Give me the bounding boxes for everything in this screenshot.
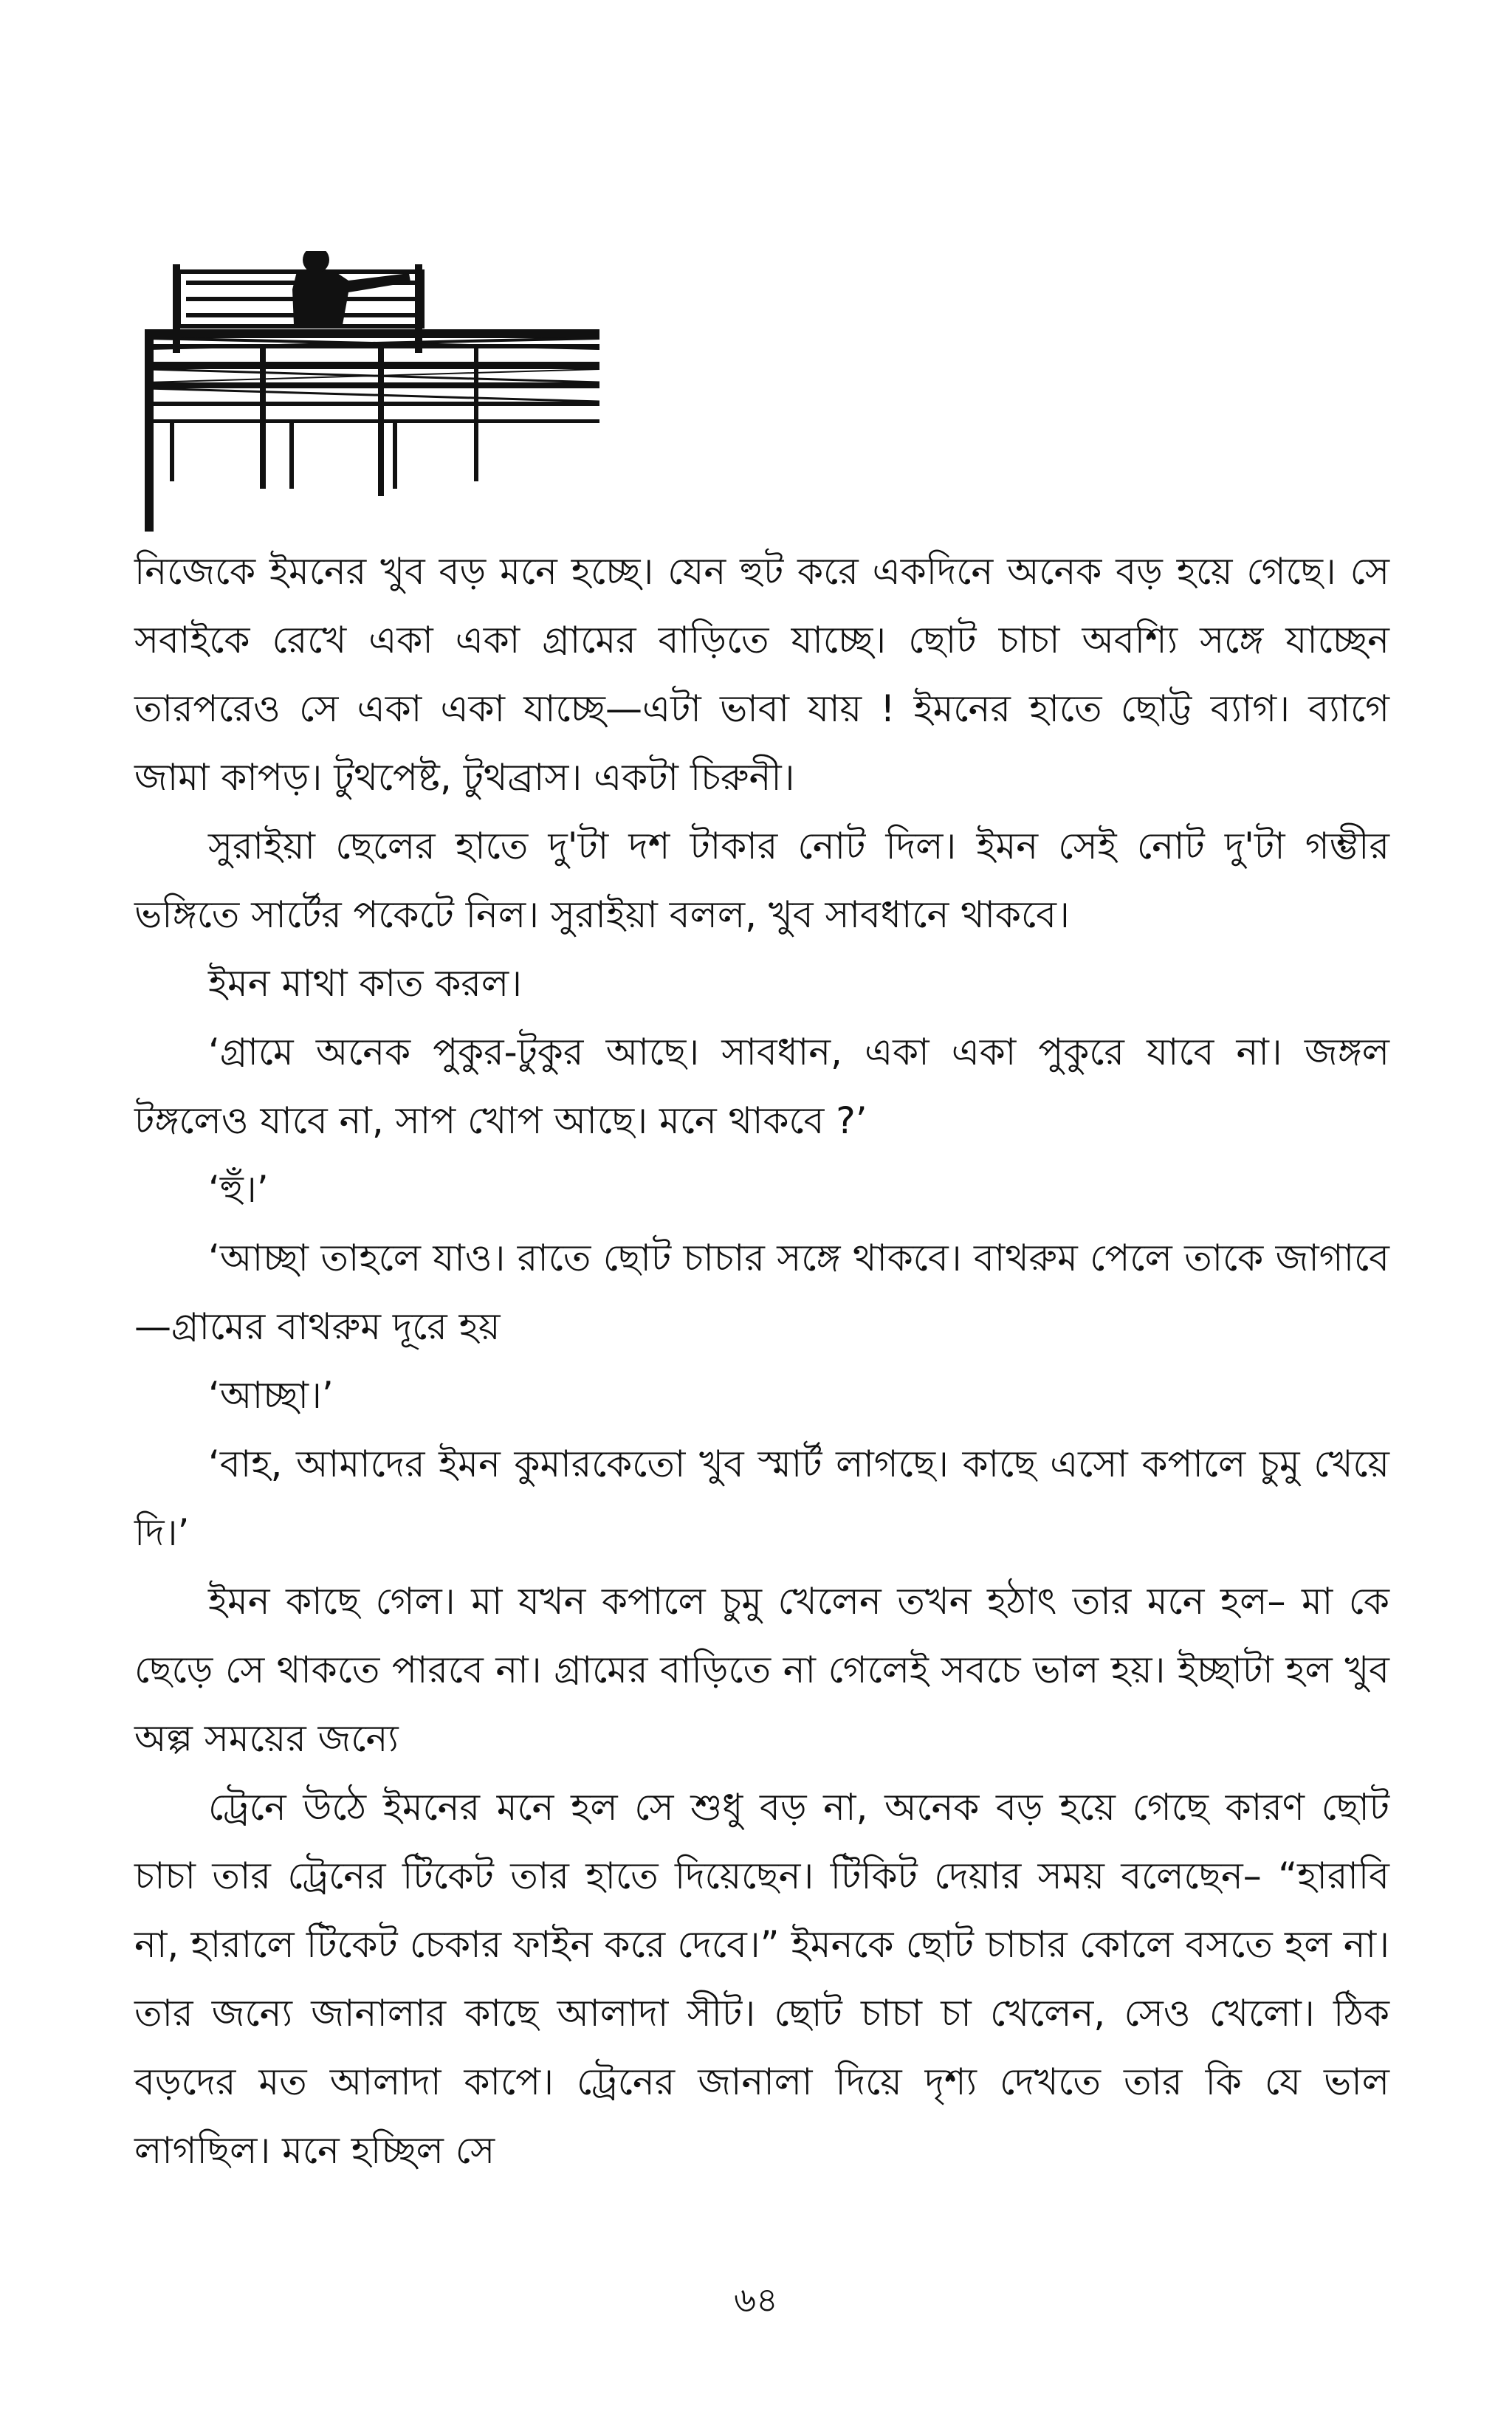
paragraph: ‘গ্রামে অনেক পুকুর-টুকুর আছে। সাবধান, একা একা পুকুরে যাবে না। জঙ্গল টঙ্গলেও যাবে না, সাপ খোপ আছে। মনে থাকবে ?’ (134, 1031, 1389, 1142)
paragraph: ট্রেনে উঠে ইমনের মনে হল সে শুধু বড় না, অনেক বড় হয়ে গেছে কারণ ছোট চাচা তার ট্রেনের টিকেট তার হাতে দিয়েছেন। টিকিট দেয়ার সময় বলেছেন– “হারাবি না, হারালে টিকেট চেকার ফাইন করে দেবে।” ইমনকে ছোট চাচার কোলে বসতে হল না। তার জন্যে জানালার কাছে আলাদা সীট। ছোট চাচা চা খেলেন, সেও খেলো। ঠিক বড়দের মত আলাদা কাপে। ট্রেনের জানালা দিয়ে দৃশ্য দেখতে তার কি যে ভাল লাগছিল। মনে হচ্ছিল সে (134, 1786, 1389, 2172)
paragraph: ‘হুঁ।’ (208, 1168, 269, 1211)
body-text (134, 537, 1389, 2185)
bench-illustration (134, 251, 607, 532)
paragraph: সুরাইয়া ছেলের হাতে দু'টা দশ টাকার নোট দিল। ইমন সেই নোট দু'টা গম্ভীর ভঙ্গিতে সার্টের পকেটে নিল। সুরাইয়া বলল, খুব সাবধানে থাকবে। (134, 825, 1389, 936)
paragraph: ‘আচ্ছা তাহলে যাও। রাতে ছোট চাচার সঙ্গে থাকবে। বাথরুম পেলে তাকে জাগাবে—গ্রামের বাথরুম দূরে হয় (134, 1237, 1389, 1348)
page-number: ৬৪ (734, 2280, 778, 2320)
paragraph: নিজেকে ইমনের খুব বড় মনে হচ্ছে। যেন হুট করে একদিনে অনেক বড় হয়ে গেছে। সে সবাইকে রেখে একা একা গ্রামের বাড়িতে যাচ্ছে। ছোট চাচা অবশ্যি সঙ্গে যাচ্ছেন তারপরেও সে একা একা যাচ্ছে—এটা ভাবা যায় ! ইমনের হাতে ছোট্ট ব্যাগ। ব্যাগে জামা কাপড়। টুথপেষ্ট, টুথব্রাস। একটা চিরুনী। (134, 550, 1389, 799)
paragraph: ইমন কাছে গেল। মা যখন কপালে চুমু খেলেন তখন হঠাৎ তার মনে হল– মা কে ছেড়ে সে থাকতে পারবে না। গ্রামের বাড়িতে না গেলেই সবচে ভাল হয়। ইচ্ছাটা হল খুব অল্প সময়ের জন্যে (134, 1580, 1389, 1760)
paragraph: ‘আচ্ছা।’ (208, 1374, 334, 1417)
paragraph: ‘বাহ, আমাদের ইমন কুমারকেতো খুব স্মার্ট লাগছে। কাছে এসো কপালে চুমু খেয়ে দি।’ (134, 1443, 1389, 1554)
paragraph: ইমন মাথা কাত করল। (208, 962, 523, 1005)
